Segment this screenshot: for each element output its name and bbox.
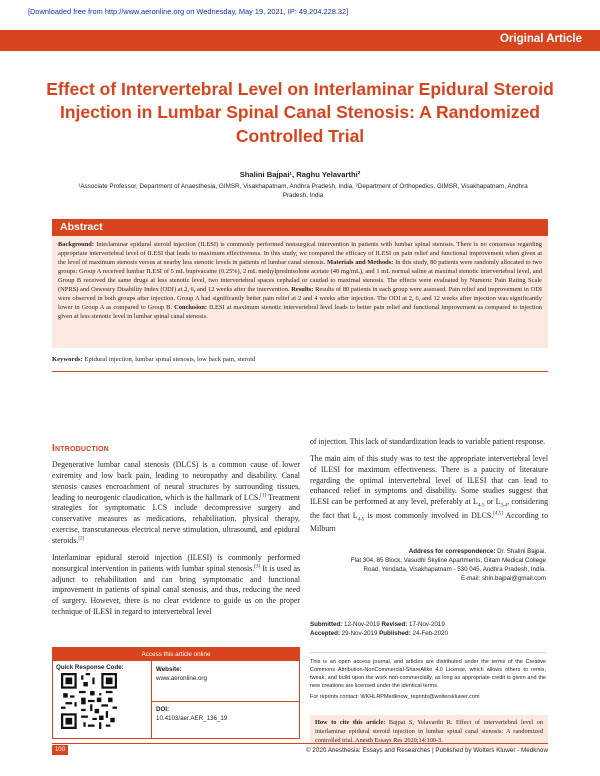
doi-label: DOI: (156, 706, 170, 713)
intro-p4-text-c: , considering the fact that L (310, 497, 548, 520)
keywords-text: Epidural injection, lumbar spinal stenosis, low back pain, steroid (82, 356, 256, 363)
section-band (0, 30, 600, 51)
intro-p4-text-d: is most commonly involved in DLCS. (364, 510, 494, 520)
website-block (156, 665, 207, 684)
intro-paragraph-2 (52, 553, 300, 618)
cite-text: Bajpai S, Yelavarthi R. Effect of intervertebral level on interlaminar epidural steroid injection in lumbar spinal canal stenosis: A randomized controlled trial. Anesth Essays Res 2020;14:100-3. (315, 719, 543, 744)
how-to-cite-box (310, 715, 548, 749)
submitted-label: Submitted: (310, 621, 343, 628)
abstract-heading: Abstract (60, 221, 103, 233)
website-link[interactable]: www.aeronline.org (156, 675, 207, 683)
abstract-results: Results of 80 patients in each group were assessed. Pain relief and improvement in ODI were observed in both groups after injection. Group A had significantly better pain relief at 2 and 4 weeks after injection. The ODI at 2, 6, and 12 weeks after injection was significantly lower in Group A as compared to Group B. (58, 285, 542, 311)
accepted-date: 29-Nov-2019 (339, 630, 380, 638)
abstract-results-label: Results: (291, 285, 314, 293)
abstract-body (52, 236, 548, 348)
submitted-date: 12-Nov-2019 (342, 621, 382, 628)
keywords-label: Keywords: (52, 356, 83, 363)
qr-label: Quick Response Code: (56, 664, 124, 671)
affiliations: ¹Associate Professor, Department of Anaesthesia, GIMSR, Visakhapatnam, Andhra Pradesh, India, ²Department of Orthopedics, GIMSR, Visakhapatnam, Andhra Pradesh, India (78, 183, 528, 199)
citation-ref[interactable]: [1] (260, 492, 267, 498)
introduction-heading: Introduction (52, 443, 109, 454)
intro-p2-text-b: It is used as adjunct to rehabilitation and can bring symptomatic and functional improvement in patients of spinal canal stenosis, and thus, reducing the need of surgery. However, there is no clear evidence to guide us on the proper technique of ILESI in regard to intervertebral level (52, 563, 300, 617)
open-access-notice (310, 652, 546, 702)
intro-p1-text-a: Degenerative lumbar canal stenosis (DLCS) is a common cause of lower extremity and low back pain, leading to neuropathy and disability. Canal stenosis causes encroachment of neural structures by surrounding tissues, leading to neurogenic claudication, which is the hallmark of LCS. (52, 460, 300, 502)
website-label: Website: (156, 666, 182, 673)
intro-p4-text-e: According to Milburn (310, 510, 548, 534)
authors: Shalini Bajpai¹, Raghu Yelavarthi² (239, 170, 361, 179)
license-text: This is an open access journal, and articles are distributed under the terms of the Creative Commons Attribution-NonCommercial-ShareAlike 4.0 License, which allows others to remix, tweak, and build upon the work non-commercially, as long as appropriate credit is given and the new creations are licensed under the identical terms. (310, 659, 546, 689)
doi-link[interactable]: 10.4103/aer.AER_136_19 (156, 715, 228, 723)
section-label: Original Article (499, 33, 582, 45)
download-notice: [Downloaded free from http://www.aeronline.org on Wednesday, May 19, 2021, IP: 49.204.228.32] (28, 7, 349, 16)
abstract-conclusion-label: Conclusion: (174, 303, 207, 311)
abstract-heading-bar (52, 219, 548, 236)
correspondence-block (310, 548, 546, 584)
published-date: 24-Feb-2020 (410, 630, 448, 638)
correspondence-label: Address for correspondence: (408, 548, 496, 555)
access-article-box (52, 647, 300, 739)
revised-label: Revised: (381, 621, 408, 628)
keywords-divider (52, 371, 548, 372)
intro-p1-text-b: Treatment strategies for symptomatic LCS include decompressive surgery and conservative measures as medications, rehabilitation, physical therapy, exercise, transcutaneous electrical nerve stimulation, ultrasound, and epidural steroids. (52, 492, 301, 546)
copyright: © 2020 Anesthesia: Essays and Researches | Published by Wolters Kluwer - Medknow (305, 747, 548, 754)
citation-ref[interactable]: [2] (78, 536, 85, 542)
intro-paragraph-1 (52, 460, 300, 547)
reprints-contact: For reprints contact: WKHLRPMedknow_reprints@wolterskluwer.com (310, 693, 480, 700)
access-box-heading: Access this article online (53, 648, 299, 661)
right-column (310, 437, 548, 541)
doi-block (156, 705, 227, 724)
abstract-conclusion: ILESI at maximum stenotic intervertebral level leads to better pain relief and functional improvement as compared to injection given at less stenotic level in lumbar spinal canal stenosis. (58, 303, 543, 320)
accepted-label: Accepted: (310, 630, 340, 638)
access-box-horizontal-divider (151, 701, 299, 702)
intro-paragraph-4 (310, 454, 548, 535)
abstract-background: Interlaminar epidural steroid injection (ILESI) is commonly performed nonsurgical intervention in patients with lumbar spinal stenosis. There is no consensus regarding appropriate intervertebral level of ILESI that leads to maximum effectiveness. In this study, we compared the efficacy of ILESI on pain relief and functional improvement when given at the level of maximum stenosis versus at nearby less stenotic levels in patients of lumbar canal stenosis. (58, 241, 542, 266)
abstract-methods: In this study, 80 patients were randomly allocated to two groups: Group A received lumbar ILESI of 5 mL bupivacaine (0.25%), 2 mL methylprednisolone acetate (40 mg/mL), and 1 mL normal saline at maximal stenotic intervertebral level, and Group B received the same drugs at less stenotic level, two intervertebral spaces cephalad or caudad to maximal stenosis. The effects were evaluated by Numeric Pain Rating Scale (NPRS) and Oswestry Disability Index (ODI) at 2, 6, and 12 weeks after the intervention. (58, 258, 542, 293)
correspondence-name: Dr. Shalini Bajpai, (495, 548, 546, 555)
page-number: 100 (52, 745, 68, 755)
published-label: Published: (379, 630, 411, 638)
left-column (52, 460, 300, 624)
keywords (52, 356, 255, 363)
citation-ref[interactable]: [4,5] (493, 511, 503, 517)
cite-label: How to cite this article: (315, 719, 386, 726)
article-title: Effect of Intervertebral Level on Interlaminar Epidural Steroid Injection in Lumbar Spinal Canal Stenosis: A Randomized Controlled Trial (46, 79, 554, 146)
intro-p2-text-a: Interlaminar epidural steroid injection (ILESI) is commonly performed nonsurgical intervention in patients with lumbar spinal stenosis. (52, 552, 300, 573)
subscript: 4-5 (477, 503, 485, 509)
intro-paragraph-3: of injection. This lack of standardization leads to variable patient response. (310, 437, 546, 446)
revised-date: 17-Nov-2019 (407, 621, 445, 628)
intro-p4-text-a: The main aim of this study was to test the appropriate intervertebral level of ILESI for maximum effectiveness. There is a paucity of literature regarding the optimal intervertebral level of ILESI that can lead to enhanced relief in symptoms and disability. Some studies suggest that ILESI can be performed at any level, preferably at L (310, 453, 548, 507)
article-dates (310, 620, 448, 639)
subscript: 3-4 (500, 503, 508, 509)
access-box-vertical-divider (151, 661, 152, 738)
abstract-background-label: Background: (58, 241, 95, 248)
correspondence-address-2: Road, Yendada, Visakhapatnam - 530 045, Andhra Pradesh, India. (363, 565, 546, 573)
abstract-methods-label: Materials and Methods: (327, 258, 394, 266)
intro-p4-text-b: or L (484, 497, 501, 507)
subscript: 4-5 (357, 517, 365, 523)
correspondence-email[interactable]: E-mail: shln.bajpai@gmail.com (460, 574, 546, 582)
correspondence-address-1: Flat 304, 85 Block, Vasudhi Skyline Apartments, Gitam Medical College (350, 556, 546, 564)
citation-ref[interactable]: [3] (254, 564, 261, 570)
footer-divider (52, 743, 548, 744)
qr-code-icon[interactable] (61, 673, 117, 729)
